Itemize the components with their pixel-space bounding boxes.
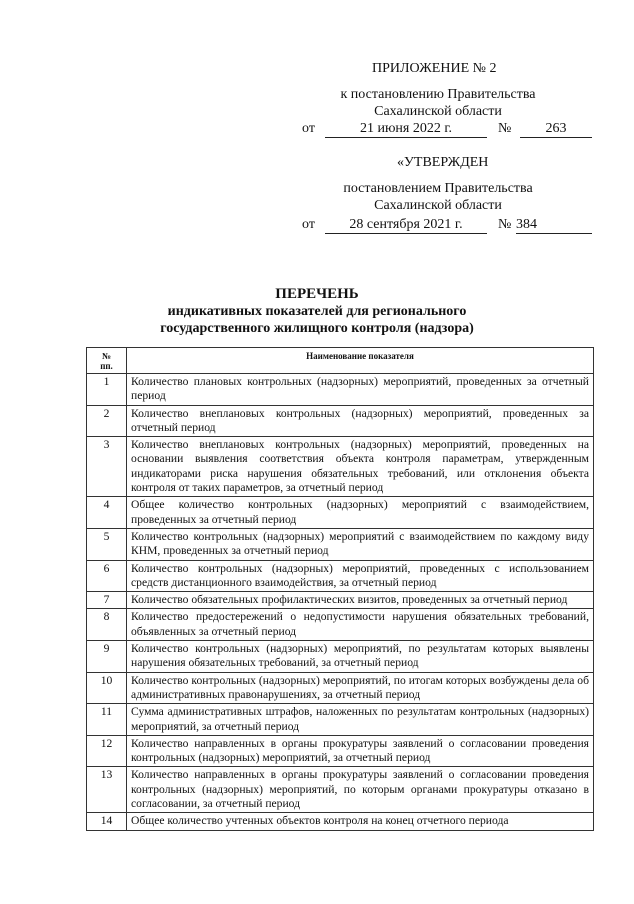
indicator-name: Количество внеплановых контрольных (надзорных) мероприятий, проведенных за отчетный период <box>127 405 594 437</box>
table-header-row <box>87 348 594 374</box>
table-row <box>87 735 594 767</box>
row-number: 10 <box>87 672 127 704</box>
indicator-name: Количество плановых контрольных (надзорных) мероприятий, проведенных за отчетный период <box>127 374 594 406</box>
approved-from-label: от <box>302 217 315 232</box>
approved-line-1: постановлением Правительства <box>343 181 533 196</box>
indicator-name: Количество направленных в органы прокуратуры заявлений о согласовании проведения контрольных (надзорных) мероприятий, за отчетный период <box>127 735 594 767</box>
column-header-number-line1: № <box>101 351 112 361</box>
row-number: 4 <box>87 497 127 529</box>
approved-label: «УТВЕРЖДЕН <box>397 155 489 170</box>
approved-line-2: Сахалинской области <box>374 198 502 213</box>
row-number: 14 <box>87 813 127 830</box>
column-header-name: Наименование показателя <box>127 348 594 374</box>
table-row <box>87 704 594 736</box>
number-label: № <box>498 121 512 136</box>
indicators-table <box>86 347 594 831</box>
table-row <box>87 592 594 609</box>
row-number: 7 <box>87 592 127 609</box>
table-row <box>87 641 594 673</box>
indicator-name: Количество направленных в органы прокуратуры заявлений о согласовании проведения контрольных (надзорных) мероприятий, по которым органами прокуратуры отказано в согласовании, за отчетный период <box>127 767 594 813</box>
indicator-name: Общее количество контрольных (надзорных) мероприятий с взаимодействием, проведенных за отчетный период <box>127 497 594 529</box>
from-label: от <box>302 121 315 136</box>
appendix-heading: ПРИЛОЖЕНИЕ № 2 <box>372 61 497 76</box>
row-number: 3 <box>87 437 127 497</box>
resolution-number: 263 <box>520 121 592 138</box>
indicator-name: Количество предостережений о недопустимости нарушения обязательных требований, объявленных за отчетный период <box>127 609 594 641</box>
row-number: 13 <box>87 767 127 813</box>
row-number: 9 <box>87 641 127 673</box>
document-title: ПЕРЕЧЕНЬ <box>275 286 359 302</box>
table-row <box>87 560 594 592</box>
indicator-name: Количество контрольных (надзорных) мероприятий с взаимодействием по каждому виду КНМ, проведенных за отчетный период <box>127 528 594 560</box>
indicator-name: Количество внеплановых контрольных (надзорных) мероприятий, проведенных на основании выявления соответствия объекта контроля параметрам, утвержденным индикаторами риска нарушения обязательных требований, или отклонения объекта контроля от таких параметров, за отчетный период <box>127 437 594 497</box>
resolution-date: 21 июня 2022 г. <box>325 121 487 138</box>
table-row <box>87 497 594 529</box>
table-row <box>87 813 594 830</box>
row-number: 12 <box>87 735 127 767</box>
column-header-number <box>87 348 127 374</box>
indicator-name: Количество обязательных профилактических визитов, проведенных за отчетный период <box>127 592 594 609</box>
document-subtitle-1: индикативных показателей для регионального <box>167 304 467 319</box>
column-header-number-line2: пп. <box>100 361 113 371</box>
table-body <box>87 374 594 831</box>
row-number: 1 <box>87 374 127 406</box>
approved-number: 384 <box>516 217 592 234</box>
row-number: 11 <box>87 704 127 736</box>
table-row <box>87 374 594 406</box>
resolution-line-1: к постановлению Правительства <box>340 87 536 102</box>
table-row <box>87 672 594 704</box>
table-row <box>87 528 594 560</box>
table-row <box>87 609 594 641</box>
resolution-line-2: Сахалинской области <box>374 104 502 119</box>
document-subtitle-2: государственного жилищного контроля (надзора) <box>160 321 474 336</box>
table-row <box>87 405 594 437</box>
indicator-name: Количество контрольных (надзорных) мероприятий, по итогам которых возбуждены дела об административных правонарушениях, за отчетный период <box>127 672 594 704</box>
indicator-name: Количество контрольных (надзорных) мероприятий, проведенных с использованием средств дистанционного взаимодействия, за отчетный период <box>127 560 594 592</box>
indicator-name: Сумма административных штрафов, наложенных по результатам контрольных (надзорных) мероприятий, за отчетный период <box>127 704 594 736</box>
indicator-name: Общее количество учтенных объектов контроля на конец отчетного периода <box>127 813 594 830</box>
row-number: 5 <box>87 528 127 560</box>
approved-number-label: № <box>498 217 512 232</box>
table-row <box>87 767 594 813</box>
row-number: 2 <box>87 405 127 437</box>
row-number: 6 <box>87 560 127 592</box>
table-row <box>87 437 594 497</box>
row-number: 8 <box>87 609 127 641</box>
approved-date: 28 сентября 2021 г. <box>325 217 487 234</box>
indicator-name: Количество контрольных (надзорных) мероприятий, по результатам которых выявлены нарушения обязательных требований, за отчетный период <box>127 641 594 673</box>
